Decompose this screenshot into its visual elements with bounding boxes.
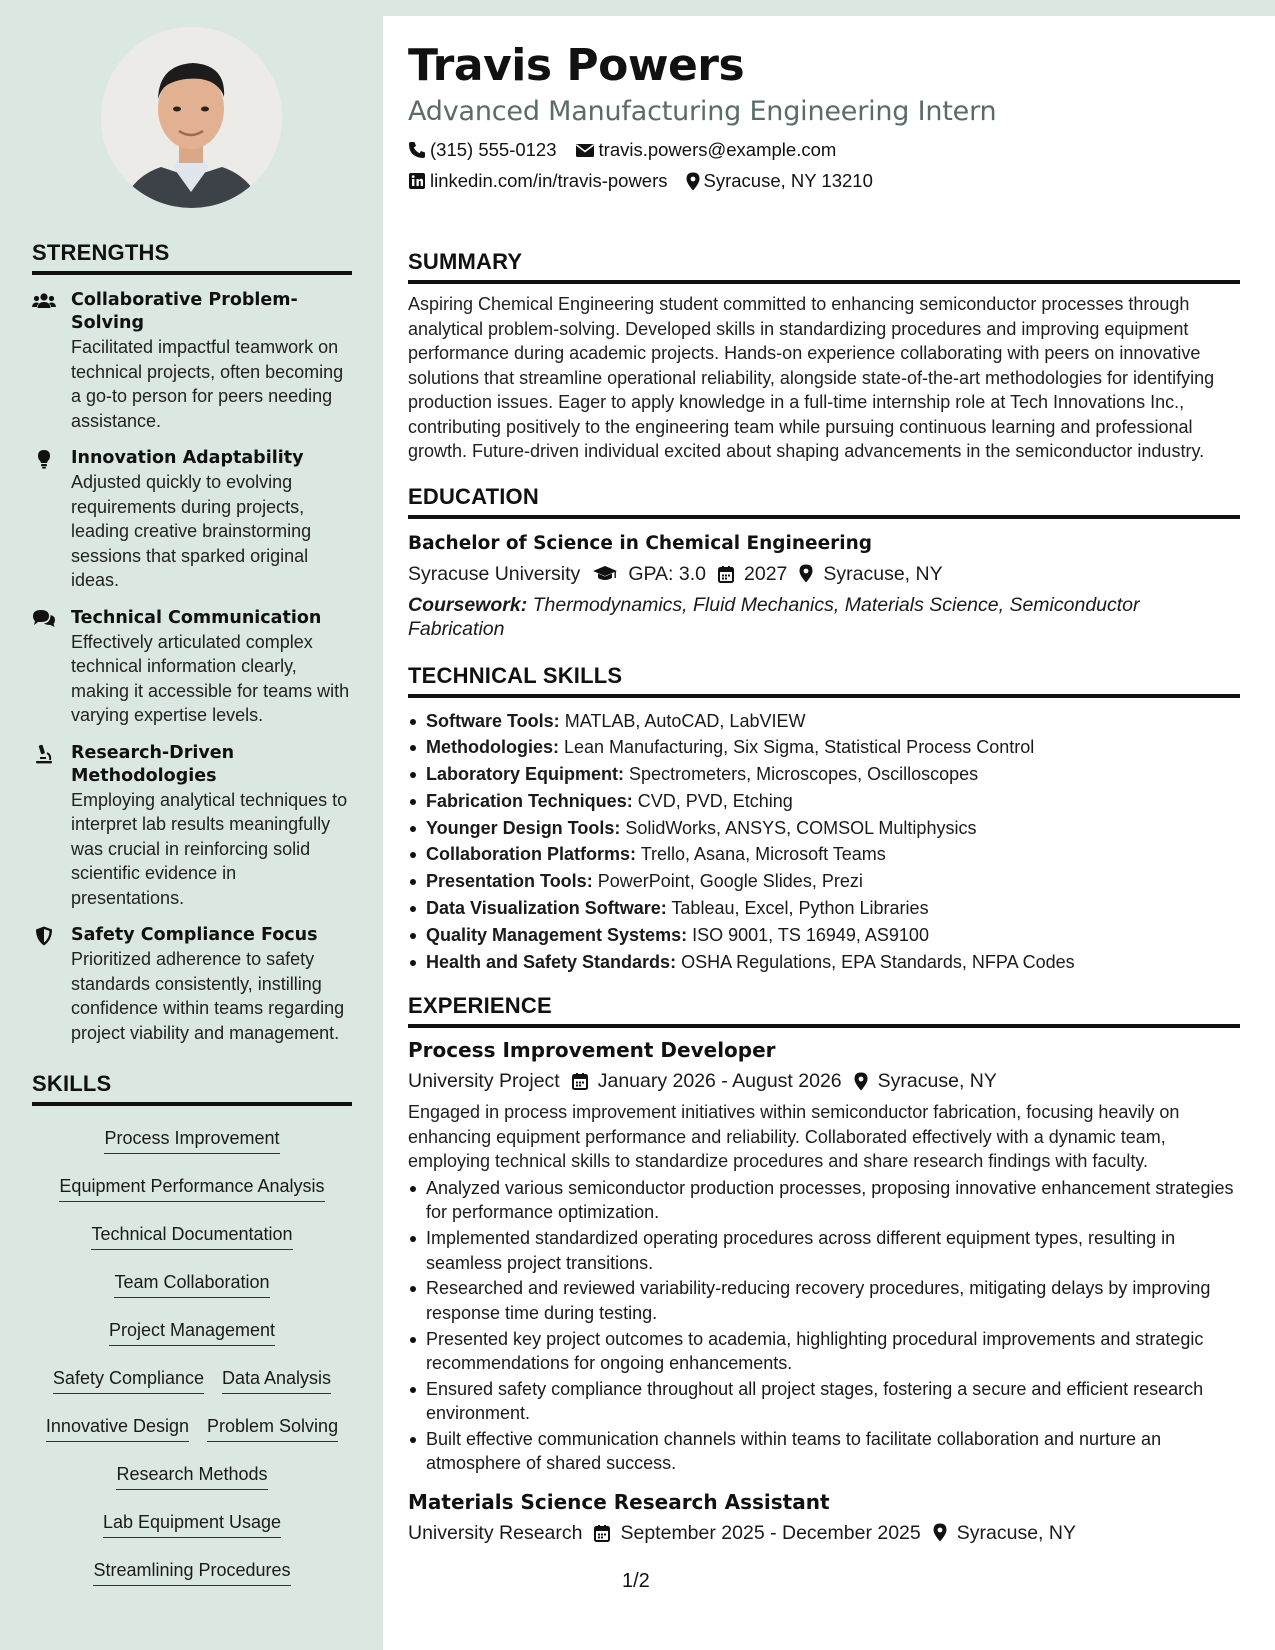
strength-desc: Facilitated impactful teamwork on technical projects, often becoming a go-to person for peers needing assistance.: [71, 337, 344, 431]
skill-label: Laboratory Equipment:: [426, 764, 625, 785]
skills-heading: SKILLS: [32, 1071, 352, 1106]
list-item: Researched and reviewed variability-reducing recovery procedures, mitigating delays by improving response time during testing.: [408, 1276, 1240, 1325]
skill-value: CVD, PVD, Etching: [637, 790, 793, 811]
email-contact[interactable]: [575, 138, 837, 162]
skill-tag: Equipment Performance Analysis: [59, 1174, 324, 1202]
skill-label: Presentation Tools:: [426, 871, 593, 892]
education-meta: [408, 559, 1240, 589]
location-contact: [686, 169, 873, 193]
summary-heading: SUMMARY: [408, 249, 1240, 284]
sidebar-content: [32, 240, 352, 1596]
strength-item: [32, 924, 352, 1045]
coursework-text: Thermodynamics, Fluid Mechanics, Materials Science, Semiconductor Fabrication: [408, 593, 1140, 640]
edu-location-item: [799, 559, 942, 589]
list-item: Analyzed various semiconductor production processes, proposing innovative enhancement strategies for performance optimization.: [408, 1176, 1240, 1225]
skill-tag: Research Methods: [116, 1462, 267, 1490]
job-meta-2: [408, 1518, 1240, 1548]
strength-title: Safety Compliance Focus: [71, 925, 318, 945]
skill-value: Lean Manufacturing, Six Sigma, Statistical Process Control: [564, 737, 1035, 758]
job-bullets: [408, 1176, 1240, 1476]
list-item: [408, 734, 1240, 761]
job-dates-text: January 2026 - August 2026: [597, 1070, 842, 1093]
job-title: Advanced Manufacturing Engineering Intern: [408, 96, 997, 127]
list-item: Implemented standardized operating procedures across different equipment types, resulting in seamless project transitions.: [408, 1226, 1240, 1275]
calendar-icon: [572, 1072, 588, 1090]
profile-photo: [101, 27, 282, 208]
strength-item: [32, 447, 352, 593]
strength-title: Technical Communication: [71, 607, 322, 628]
phone-text: (315) 555-0123: [430, 139, 557, 160]
job-org: [408, 1518, 582, 1548]
skill-tag: Process Improvement: [104, 1126, 279, 1154]
degree-title: Bachelor of Science in Chemical Engineering: [408, 532, 873, 554]
skill-tag: Lab Equipment Usage: [103, 1510, 281, 1538]
skill-tag: Innovative Design: [46, 1414, 189, 1442]
skill-tag: Data Analysis: [222, 1366, 331, 1394]
strength-desc: Employing analytical techniques to interpret lab results meaningfully was crucial in reinforcing solid scientific evidence in presentations.: [71, 789, 348, 908]
job-location-text: Syracuse, NY: [956, 1521, 1076, 1544]
list-item: [408, 761, 1240, 788]
school-text: Syracuse University: [408, 562, 581, 585]
skill-value: SolidWorks, ANSYS, COMSOL Multiphysics: [625, 817, 977, 838]
skill-tag: Streamlining Procedures: [93, 1558, 290, 1586]
list-item: Built effective communication channels within teams to facilitate collaboration and nurture an atmosphere of shared success.: [408, 1427, 1240, 1476]
strengths-heading: STRENGTHS: [32, 240, 352, 275]
skill-label: Software Tools:: [426, 710, 560, 731]
technical-skills-list: [408, 708, 1240, 976]
strength-desc: Effectively articulated complex technical information clearly, making it accessible for teams with varying expertise levels.: [71, 631, 350, 725]
skills-list: [32, 1116, 352, 1596]
list-item: [408, 708, 1240, 735]
skill-label: Methodologies:: [426, 737, 559, 758]
skill-tag: Safety Compliance: [53, 1366, 204, 1394]
skill-tag: Project Management: [109, 1318, 275, 1346]
calendar-icon: [718, 565, 734, 583]
strength-item: [32, 607, 352, 728]
list-item: [408, 868, 1240, 895]
email-text[interactable]: travis.powers@example.com: [598, 139, 837, 160]
gpa-item: [592, 559, 706, 589]
map-pin-icon: [686, 172, 700, 191]
strength-title: Innovation Adaptability: [71, 448, 304, 468]
skill-value: Trello, Asana, Microsoft Teams: [640, 844, 886, 865]
skill-value: OSHA Regulations, EPA Standards, NFPA Codes: [681, 951, 1075, 972]
job-summary: Engaged in process improvement initiatives within semiconductor fabrication, focusing heavily on enhancing equipment performance and reliability. Collaborated effectively with a dynamic team, employing technical skills to standardize procedures and share research findings with faculty.: [408, 1102, 1180, 1172]
microscope-icon: [32, 744, 56, 764]
job-dates: [572, 1066, 842, 1096]
job-title-2: Materials Science Research Assistant: [408, 1489, 830, 1514]
job-org-text: University Research: [408, 1521, 583, 1544]
location-text: Syracuse, NY 13210: [703, 170, 873, 191]
strength-item: [32, 742, 352, 911]
skill-label: Younger Design Tools:: [426, 817, 621, 838]
technical-skills-heading: TECHNICAL SKILLS: [408, 663, 1240, 698]
skill-value: Spectrometers, Microscopes, Oscilloscopes: [629, 764, 979, 785]
education-heading: EDUCATION: [408, 484, 1240, 519]
list-item: [408, 895, 1240, 922]
summary-text: Aspiring Chemical Engineering student committed to enhancing semiconductor processes through analytical problem-solving. Developed skills in standardizing procedures and improving equipment performance during academic projects. Hands-on experience collaborating with peers on innovative solutions that streamline operational reliability, alongside state-of-the-art methodologies for identifying production issues. Eager to apply knowledge in a full-time internship role at Tech Innovations Inc., contributing positively to the engineering team while pursuing continuous learning and professional growth. Future-driven individual excited about shaping advancements in the semiconductor industry.: [408, 294, 1215, 461]
job-meta-1: [408, 1066, 1240, 1096]
year-item: [718, 559, 787, 589]
job-location: [854, 1066, 997, 1096]
summary-section: [408, 249, 1240, 464]
list-item: Ensured safety compliance throughout all project stages, fostering a secure and efficient research environment.: [408, 1377, 1240, 1426]
linkedin-contact[interactable]: [408, 169, 668, 193]
experience-section: [408, 993, 1240, 1547]
strength-desc: Prioritized adherence to safety standards consistently, instilling confidence within teams regarding project viability and management.: [71, 949, 345, 1043]
phone-contact: [408, 138, 557, 162]
skill-value: Tableau, Excel, Python Libraries: [671, 898, 929, 919]
list-item: [408, 815, 1240, 842]
skill-label: Collaboration Platforms:: [426, 844, 637, 865]
skill-label: Fabrication Techniques:: [426, 790, 633, 811]
coursework: [408, 593, 1240, 641]
calendar-icon: [594, 1524, 610, 1542]
contact-row-2: [408, 169, 1240, 193]
map-pin-icon: [854, 1072, 868, 1091]
page-number: 1/2: [622, 1570, 650, 1592]
experience-heading: EXPERIENCE: [408, 993, 1240, 1028]
lightbulb-icon: [32, 449, 56, 469]
strength-desc: Adjusted quickly to evolving requirements during projects, leading creative brainstorming sessions that sparked original ideas.: [71, 472, 312, 590]
job-dates: [594, 1518, 920, 1548]
main-content: [408, 40, 1240, 1548]
users-icon: [32, 291, 56, 311]
skill-tag: Technical Documentation: [91, 1222, 292, 1250]
strength-item: [32, 289, 352, 433]
skill-tag: Team Collaboration: [114, 1270, 269, 1298]
strength-title: Research-Driven Methodologies: [71, 742, 235, 786]
list-item: [408, 922, 1240, 949]
job-org-text: University Project: [408, 1070, 560, 1093]
list-item: [408, 949, 1240, 976]
contact-row: [408, 138, 1240, 162]
skill-value: MATLAB, AutoCAD, LabVIEW: [564, 710, 806, 731]
list-item: Presented key project outcomes to academia, highlighting procedural improvements and strategic recommendations for ongoing enhancements.: [408, 1327, 1240, 1376]
job-org: [408, 1066, 560, 1096]
strength-title: Collaborative Problem-Solving: [71, 290, 298, 333]
job-location: [933, 1518, 1076, 1548]
skill-tag: Problem Solving: [207, 1414, 338, 1442]
gpa-text: GPA: 3.0: [628, 562, 706, 585]
skill-label: Data Visualization Software:: [426, 898, 667, 919]
linkedin-icon: [408, 172, 426, 190]
linkedin-text[interactable]: linkedin.com/in/travis-powers: [430, 170, 668, 191]
top-band: [0, 0, 1275, 16]
skill-label: Health and Safety Standards:: [426, 951, 677, 972]
list-item: [408, 788, 1240, 815]
comments-icon: [32, 609, 56, 629]
shield-icon: [32, 926, 56, 946]
avatar-image: [101, 27, 282, 208]
school-name: [408, 559, 580, 589]
envelope-icon: [575, 142, 595, 158]
job-location-text: Syracuse, NY: [877, 1070, 997, 1093]
job-title-1: Process Improvement Developer: [408, 1038, 776, 1063]
education-section: [408, 484, 1240, 641]
map-pin-icon: [933, 1523, 947, 1542]
coursework-label: Coursework:: [408, 593, 528, 616]
job-dates-text: September 2025 - December 2025: [620, 1521, 921, 1544]
graduation-cap-icon: [592, 565, 618, 583]
technical-skills-section: [408, 663, 1240, 976]
list-item: [408, 841, 1240, 868]
year-text: 2027: [744, 562, 788, 585]
skill-value: ISO 9001, TS 16949, AS9100: [692, 924, 929, 945]
edu-location-text: Syracuse, NY: [823, 562, 943, 585]
candidate-name: Travis Powers: [408, 40, 745, 91]
map-pin-icon: [799, 564, 813, 583]
phone-icon: [408, 141, 426, 159]
skill-label: Quality Management Systems:: [426, 924, 688, 945]
skill-value: PowerPoint, Google Slides, Prezi: [597, 871, 863, 892]
